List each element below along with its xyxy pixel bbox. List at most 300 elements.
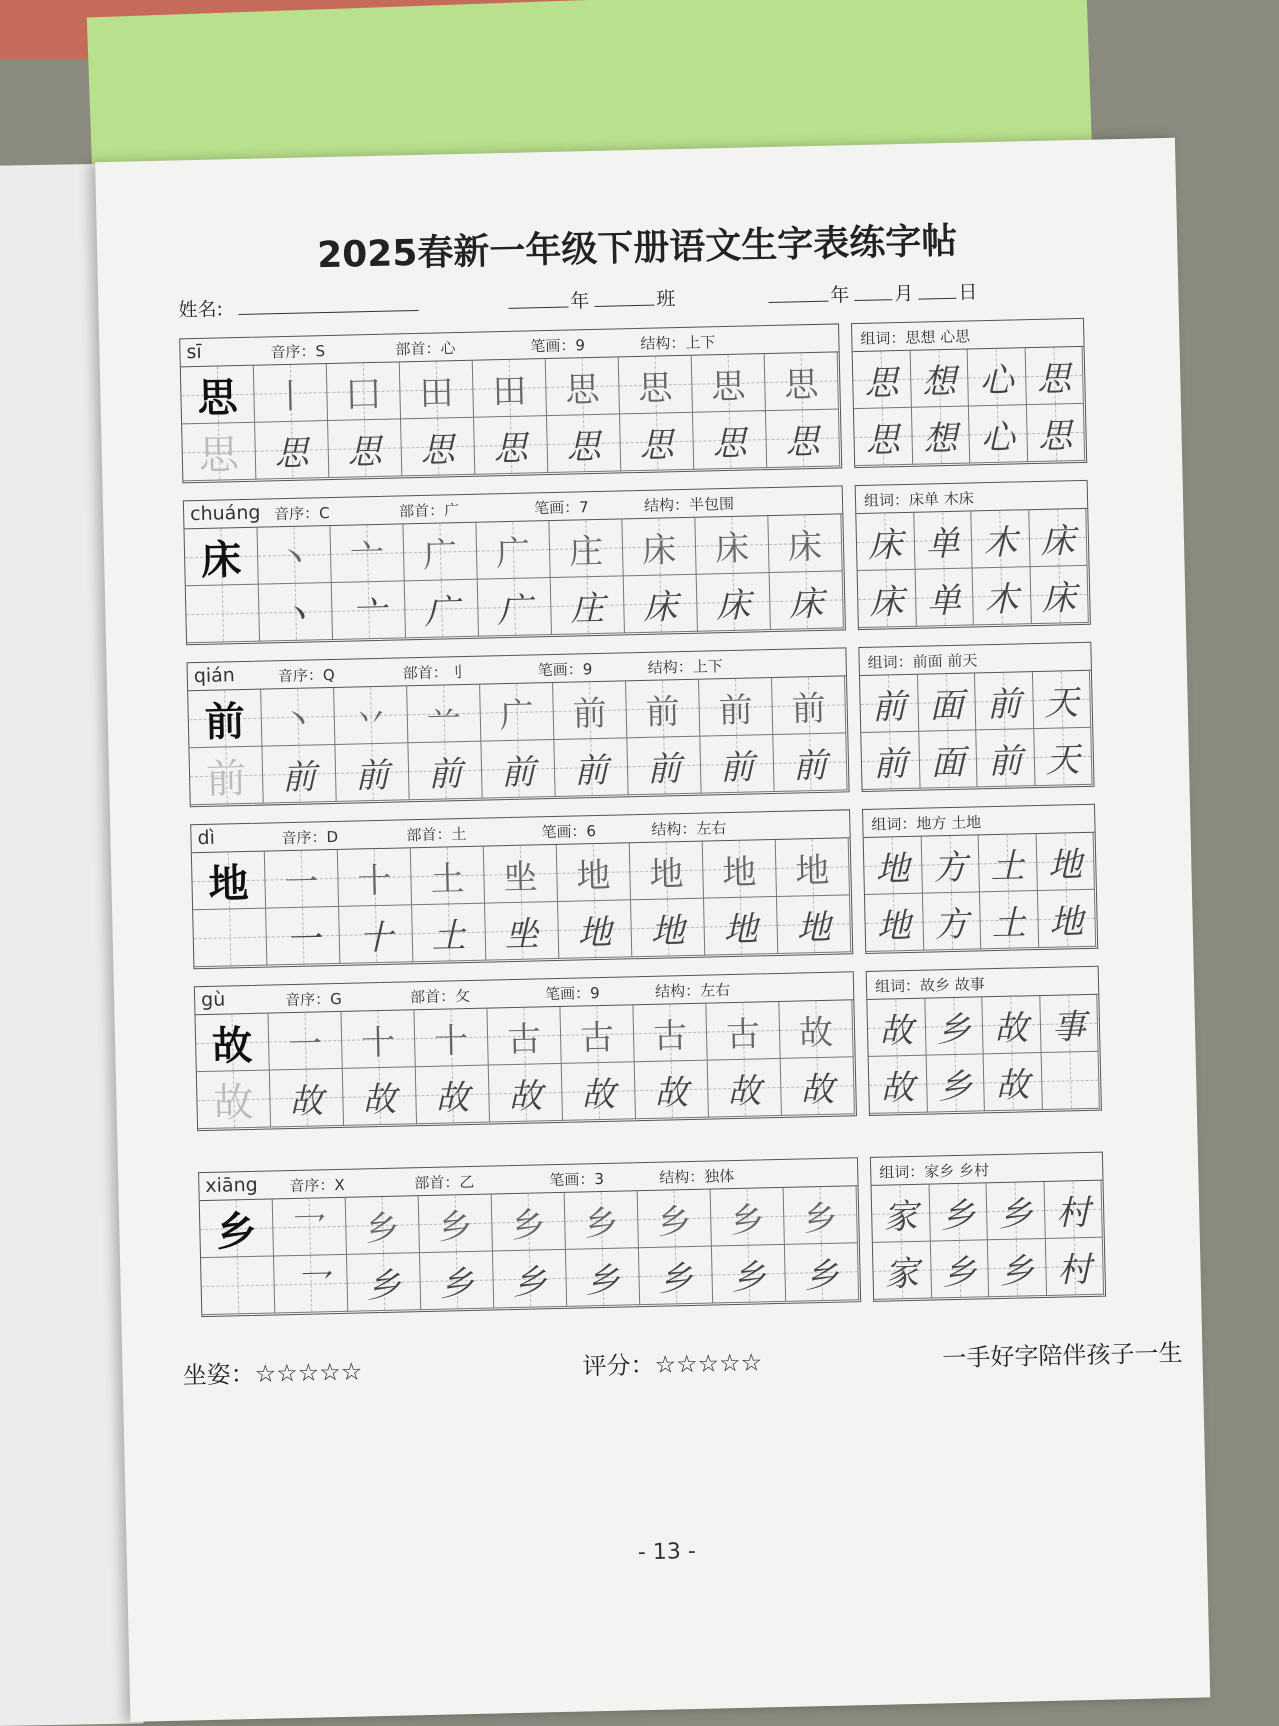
stroke-step: 丶: [280, 699, 316, 741]
word-cell[interactable]: [917, 673, 976, 731]
stroke-step: 床: [787, 526, 823, 568]
word-cell[interactable]: [971, 510, 1030, 568]
word-grid: [872, 1181, 1106, 1301]
grid-cell[interactable]: [704, 897, 778, 956]
word-cell[interactable]: [1030, 566, 1089, 624]
stroke-step: 一: [284, 861, 319, 903]
grid-cell[interactable]: [478, 578, 552, 637]
word-cell[interactable]: [860, 675, 919, 733]
grid-cell[interactable]: [254, 364, 328, 423]
stroke-step: 床: [641, 529, 677, 571]
grid-cell[interactable]: [259, 583, 333, 642]
grid-cell[interactable]: [414, 1009, 488, 1068]
character-row: [194, 966, 1102, 1131]
word-cell[interactable]: [861, 732, 920, 790]
writing-grid: [192, 838, 852, 968]
word-label: 组词：地方 土地: [871, 813, 982, 834]
handwritten-character: 前: [427, 753, 463, 795]
grid-cell[interactable]: [551, 576, 625, 635]
grid-cell[interactable]: [257, 526, 331, 585]
word-character: 事: [1051, 1006, 1087, 1048]
grid-cell[interactable]: [411, 847, 485, 906]
grid-cell[interactable]: [492, 1193, 566, 1252]
grid-cell[interactable]: [695, 516, 769, 575]
grid-cell[interactable]: [624, 575, 698, 634]
word-character: 床: [869, 581, 905, 623]
trace-character: 思: [198, 431, 240, 479]
handwritten-character: 床: [642, 586, 678, 628]
handwritten-character: 乡: [804, 1255, 840, 1296]
grid-cell[interactable]: [703, 840, 777, 899]
order-label: 音序：G: [284, 989, 343, 1010]
grid-cell[interactable]: [693, 411, 767, 470]
word-cell[interactable]: [969, 405, 1028, 463]
grid-cell[interactable]: [416, 1066, 490, 1125]
word-character: 前: [986, 683, 1022, 725]
grid-cell[interactable]: [347, 1253, 421, 1312]
word-character: 想: [921, 361, 957, 403]
word-block: [851, 318, 1087, 468]
grid-cell[interactable]: [480, 683, 554, 742]
handwritten-character: 前: [573, 750, 609, 792]
grid-cell[interactable]: [770, 571, 844, 630]
grid-cell[interactable]: [403, 523, 477, 582]
grid-cell[interactable]: [476, 521, 550, 580]
handwritten-character: 前: [354, 755, 390, 797]
word-cell[interactable]: [865, 894, 924, 952]
handwritten-character: 思: [493, 428, 529, 469]
handwritten-character: 前: [719, 746, 755, 788]
word-character: 心: [980, 416, 1016, 458]
stroke-step: 庄: [568, 531, 604, 573]
model-character: 乡: [215, 1207, 257, 1256]
grid-cell[interactable]: [631, 899, 705, 958]
word-block: [855, 480, 1091, 630]
grid-cell[interactable]: [781, 1057, 855, 1116]
date-year-label: 年: [830, 284, 850, 307]
stroke-step: 乛: [291, 1209, 327, 1251]
radical-label: 部首：土: [406, 825, 467, 845]
character-row: [179, 318, 1087, 483]
word-block: [858, 642, 1094, 792]
word-cell[interactable]: [1036, 833, 1095, 891]
stroke-step: 古: [579, 1017, 615, 1058]
handwritten-character: 地: [796, 907, 832, 949]
pinyin-label: qián: [193, 664, 236, 688]
word-cell[interactable]: [1041, 1052, 1100, 1110]
radical-label: 部首：攵: [409, 986, 471, 1007]
character-block: [187, 647, 850, 807]
stroke-step: 十: [360, 1022, 396, 1063]
word-cell[interactable]: [1045, 1238, 1104, 1296]
pinyin-label: chuáng: [189, 501, 261, 526]
handwritten-character: 思: [347, 431, 383, 473]
stroke-step: 古: [652, 1015, 688, 1057]
pinyin-label: gù: [200, 988, 226, 1012]
word-character: 天: [1045, 739, 1081, 781]
structure-label: 结构：左右: [654, 981, 731, 1001]
grid-cell[interactable]: [706, 1002, 780, 1061]
stroke-step: 丨: [273, 375, 308, 417]
stroke-step: 地: [794, 850, 830, 892]
pinyin-label: dì: [197, 826, 216, 850]
word-character: 木: [984, 578, 1019, 620]
grid-cell[interactable]: [776, 838, 850, 897]
grid-cell[interactable]: [489, 1064, 563, 1123]
character-block: [190, 809, 853, 969]
handwritten-character: 思: [785, 421, 821, 463]
stroke-step: 囗: [346, 374, 381, 416]
grid-cell[interactable]: [332, 581, 406, 640]
grid-cell[interactable]: [334, 686, 408, 745]
word-cell[interactable]: [929, 1183, 988, 1241]
structure-label: 结构：上下: [647, 657, 723, 677]
word-character: 土: [991, 902, 1027, 944]
grid-cell[interactable]: [255, 421, 329, 480]
word-cell[interactable]: [975, 672, 1034, 730]
word-character: 木: [982, 521, 1018, 563]
grid-cell[interactable]: [557, 843, 631, 902]
grid-cell[interactable]: [268, 1012, 342, 1071]
grid-cell[interactable]: [400, 361, 474, 420]
stroke-step: 思: [564, 369, 600, 411]
grid-cell[interactable]: [407, 685, 481, 744]
grid-cell[interactable]: [197, 1071, 271, 1130]
radical-label: 部首：刂: [402, 663, 464, 683]
page-title: 2025春新一年级下册语文生字表练字帖: [316, 220, 958, 277]
score-rating[interactable]: 评分：☆☆☆☆☆: [582, 1348, 763, 1381]
grid-cell[interactable]: [485, 902, 559, 961]
grid-cell[interactable]: [635, 1061, 709, 1120]
stroke-step: 乡: [437, 1206, 473, 1248]
grid-cell[interactable]: [419, 1195, 493, 1254]
word-cell[interactable]: [1034, 728, 1093, 786]
grid-cell[interactable]: [772, 676, 846, 735]
word-cell[interactable]: [1025, 347, 1084, 405]
word-character: 面: [928, 685, 964, 726]
date-day-label: 日: [958, 281, 978, 304]
grid-cell[interactable]: [622, 518, 696, 577]
word-cell[interactable]: [980, 891, 1039, 949]
word-character: 乡: [937, 1066, 973, 1107]
grid-cell[interactable]: [565, 1191, 639, 1250]
stroke-step: 乡: [510, 1204, 546, 1246]
grid-cell[interactable]: [266, 907, 340, 966]
grid-cell[interactable]: [196, 1014, 270, 1073]
word-character: 前: [871, 686, 907, 728]
posture-rating[interactable]: 坐姿：☆☆☆☆☆: [182, 1357, 363, 1390]
grid-cell[interactable]: [420, 1252, 494, 1311]
grid-cell[interactable]: [474, 416, 548, 475]
stroke-step: 乡: [583, 1203, 619, 1244]
stroke-step: 田: [491, 371, 527, 412]
grid-cell[interactable]: [708, 1059, 782, 1118]
pinyin-label: xiāng: [205, 1173, 258, 1198]
grid-cell[interactable]: [201, 1256, 275, 1315]
word-character: 地: [1047, 844, 1083, 886]
character-block: [194, 971, 857, 1131]
grid-cell[interactable]: [339, 905, 413, 964]
stroke-step: 地: [721, 851, 757, 893]
grid-cell[interactable]: [765, 352, 839, 411]
grid-cell[interactable]: [626, 680, 700, 739]
grid-cell[interactable]: [341, 1010, 415, 1069]
stroke-step: 亠: [349, 536, 385, 578]
word-cell[interactable]: [930, 1240, 989, 1298]
grid-cell[interactable]: [630, 842, 704, 901]
word-cell[interactable]: [869, 1056, 928, 1114]
stroke-step: 十: [433, 1020, 469, 1062]
grid-cell[interactable]: [785, 1243, 859, 1302]
word-cell[interactable]: [1044, 1181, 1103, 1239]
word-cell[interactable]: [911, 406, 970, 464]
word-cell[interactable]: [1037, 890, 1096, 948]
grid-cell[interactable]: [338, 848, 412, 907]
word-character: 方: [932, 847, 968, 888]
grid-cell[interactable]: [546, 357, 620, 416]
handwritten-character: 故: [507, 1075, 543, 1117]
grid-cell[interactable]: [777, 895, 851, 954]
structure-label: 结构：左右: [651, 819, 727, 839]
handwritten-character: 故: [726, 1070, 762, 1112]
word-character: 地: [876, 905, 912, 947]
grid-cell[interactable]: [554, 738, 628, 797]
stroke-step: 乡: [802, 1198, 838, 1239]
grid-cell[interactable]: [711, 1188, 785, 1247]
word-cell[interactable]: [922, 892, 981, 950]
word-cell[interactable]: [982, 996, 1041, 1054]
word-cell[interactable]: [873, 1242, 932, 1300]
word-character: [1041, 1052, 1099, 1109]
grid-cell[interactable]: [639, 1247, 713, 1306]
stroke-step: 丶: [276, 537, 312, 579]
model-character: 思: [196, 373, 239, 422]
stroke-step: 一: [287, 1023, 323, 1065]
grid-cell[interactable]: [549, 519, 623, 578]
grid-cell[interactable]: [261, 688, 335, 747]
stroke-step: 古: [506, 1018, 542, 1060]
grid-cell[interactable]: [633, 1004, 707, 1063]
word-block: [866, 966, 1102, 1116]
grid-cell[interactable]: [700, 735, 774, 794]
word-cell[interactable]: [919, 730, 978, 788]
word-cell[interactable]: [867, 999, 926, 1057]
word-cell[interactable]: [926, 1054, 985, 1112]
strokes-label: 笔画：6: [541, 822, 597, 842]
stroke-step: 乡: [729, 1199, 765, 1241]
model-character: 故: [211, 1021, 253, 1070]
word-character: 乡: [998, 1193, 1033, 1235]
word-cell[interactable]: [856, 513, 915, 571]
handwritten-character: 一: [285, 918, 321, 960]
word-cell[interactable]: [914, 511, 973, 569]
grid-cell[interactable]: [619, 356, 693, 415]
grid-cell[interactable]: [186, 585, 260, 644]
grid-cell[interactable]: [566, 1248, 640, 1307]
word-character: 土: [990, 845, 1026, 887]
grid-cell[interactable]: [620, 413, 694, 472]
model-character: 地: [208, 859, 250, 908]
handwritten-character: 故: [653, 1072, 689, 1114]
word-cell[interactable]: [910, 350, 969, 408]
grid-cell[interactable]: [493, 1250, 567, 1309]
grid-cell[interactable]: [627, 737, 701, 796]
word-cell[interactable]: [968, 348, 1027, 406]
word-grid: [867, 995, 1101, 1115]
grid-cell[interactable]: [699, 678, 773, 737]
handwritten-character: 故: [289, 1080, 324, 1122]
radical-label: 部首：广: [398, 501, 460, 521]
grid-cell[interactable]: [697, 573, 771, 632]
stroke-step: 前: [572, 693, 608, 735]
grid-cell[interactable]: [401, 418, 475, 477]
stroke-step: 㘴: [503, 856, 538, 898]
word-cell[interactable]: [1026, 404, 1085, 462]
grid-cell[interactable]: [184, 528, 258, 587]
grid-cell[interactable]: [412, 904, 486, 963]
grid-cell[interactable]: [328, 419, 402, 478]
grid-cell[interactable]: [547, 414, 621, 473]
word-character: 地: [875, 848, 911, 890]
word-cell[interactable]: [853, 351, 912, 409]
strokes-label: 笔画：3: [549, 1169, 605, 1190]
word-cell[interactable]: [988, 1239, 1047, 1297]
word-character: 故: [878, 1010, 914, 1052]
stroke-step: 思: [637, 367, 673, 409]
grid-cell[interactable]: [189, 747, 263, 806]
grid-cell[interactable]: [346, 1196, 420, 1255]
grid-cell[interactable]: [188, 690, 262, 749]
word-cell[interactable]: [973, 567, 1032, 625]
grid-cell[interactable]: [273, 1198, 347, 1257]
grid-cell[interactable]: [638, 1190, 712, 1249]
handwritten-character: 广: [423, 591, 459, 633]
word-cell[interactable]: [864, 837, 923, 895]
writing-grid: [200, 1186, 860, 1316]
grid-cell[interactable]: [562, 1062, 636, 1121]
word-character: 村: [1056, 1249, 1092, 1291]
order-label: 音序：C: [273, 504, 330, 524]
grid-cell[interactable]: [192, 852, 266, 911]
word-cell[interactable]: [984, 1053, 1043, 1111]
word-cell[interactable]: [1029, 509, 1088, 567]
class-label: 班: [656, 288, 676, 311]
grid-cell[interactable]: [270, 1069, 344, 1128]
grid-cell[interactable]: [473, 359, 547, 418]
word-cell[interactable]: [858, 570, 917, 628]
page-number: - 13 -: [637, 1538, 697, 1566]
pinyin-label: sī: [186, 340, 202, 364]
handwritten-character: 前: [500, 751, 536, 793]
word-cell[interactable]: [1032, 671, 1091, 729]
handwritten-character: 乡: [731, 1256, 767, 1298]
grid-cell[interactable]: [768, 514, 842, 573]
structure-label: 结构：独体: [659, 1167, 735, 1187]
word-cell[interactable]: [976, 729, 1035, 787]
handwritten-character: 乡: [658, 1258, 694, 1300]
grid-cell[interactable]: [773, 733, 847, 792]
stroke-step: 田: [419, 372, 454, 414]
handwritten-character: 思: [274, 432, 310, 474]
word-cell[interactable]: [915, 568, 974, 626]
grid-cell[interactable]: [405, 580, 479, 639]
handwritten-character: 乡: [366, 1265, 402, 1306]
order-label: 音序：S: [270, 342, 326, 362]
grid-cell[interactable]: [779, 1000, 853, 1059]
word-character: 方: [933, 904, 969, 945]
grid-cell[interactable]: [784, 1186, 858, 1245]
word-grid: [853, 347, 1087, 467]
radical-label: 部首：心: [395, 339, 456, 359]
grid-cell[interactable]: [553, 681, 627, 740]
grid-cell[interactable]: [274, 1255, 348, 1314]
word-cell[interactable]: [1040, 995, 1099, 1053]
worksheet-page: [95, 138, 1210, 1722]
word-cell[interactable]: [872, 1185, 931, 1243]
character-block: [179, 323, 842, 483]
grid-cell[interactable]: [766, 409, 840, 468]
writing-grid: [188, 676, 848, 806]
word-grid: [860, 671, 1094, 791]
grid-cell[interactable]: [481, 740, 555, 799]
word-character: 乡: [940, 1195, 976, 1236]
grid-cell[interactable]: [560, 1005, 634, 1064]
grid-cell[interactable]: [330, 524, 404, 583]
word-character: 思: [865, 419, 901, 461]
character-row: [187, 642, 1095, 807]
handwritten-character: 庄: [569, 588, 605, 630]
grid-cell[interactable]: [712, 1245, 786, 1304]
order-label: 音序：D: [281, 827, 339, 848]
grid-cell[interactable]: [265, 850, 339, 909]
handwritten-character: 土: [431, 915, 467, 957]
stroke-step: 前: [718, 689, 754, 731]
word-label: 组词：思想 心思: [860, 327, 971, 348]
grid-cell[interactable]: [408, 742, 482, 801]
structure-label: 结构：半包围: [643, 494, 735, 515]
word-character: 故: [995, 1064, 1031, 1106]
grid-cell[interactable]: [335, 743, 409, 802]
grid-cell[interactable]: [262, 745, 336, 804]
word-cell[interactable]: [854, 408, 913, 466]
strokes-label: 笔画：9: [537, 660, 593, 680]
handwritten-character: 前: [792, 745, 828, 787]
handwritten-character: 地: [650, 910, 686, 952]
grid-cell[interactable]: [193, 909, 267, 968]
word-character: 前: [987, 740, 1023, 782]
grid-cell[interactable]: [327, 362, 401, 421]
handwritten-character: 思: [712, 423, 748, 464]
word-character: 前: [872, 743, 908, 785]
handwritten-character: 亠: [351, 593, 386, 635]
character-block: [183, 485, 846, 645]
grid-cell[interactable]: [558, 900, 632, 959]
grid-cell[interactable]: [182, 423, 256, 482]
word-cell[interactable]: [979, 834, 1038, 892]
grid-cell[interactable]: [484, 845, 558, 904]
stroke-step: 土: [430, 858, 465, 900]
grid-cell[interactable]: [181, 366, 255, 425]
word-cell[interactable]: [925, 997, 984, 1055]
grid-cell[interactable]: [487, 1007, 561, 1066]
grid-cell[interactable]: [343, 1067, 417, 1126]
handwritten-character: 广: [496, 589, 532, 631]
grid-cell[interactable]: [692, 354, 766, 413]
stroke-step: 前: [791, 688, 827, 730]
word-cell[interactable]: [921, 835, 980, 893]
word-cell[interactable]: [987, 1182, 1046, 1240]
grid-cell[interactable]: [200, 1199, 274, 1258]
